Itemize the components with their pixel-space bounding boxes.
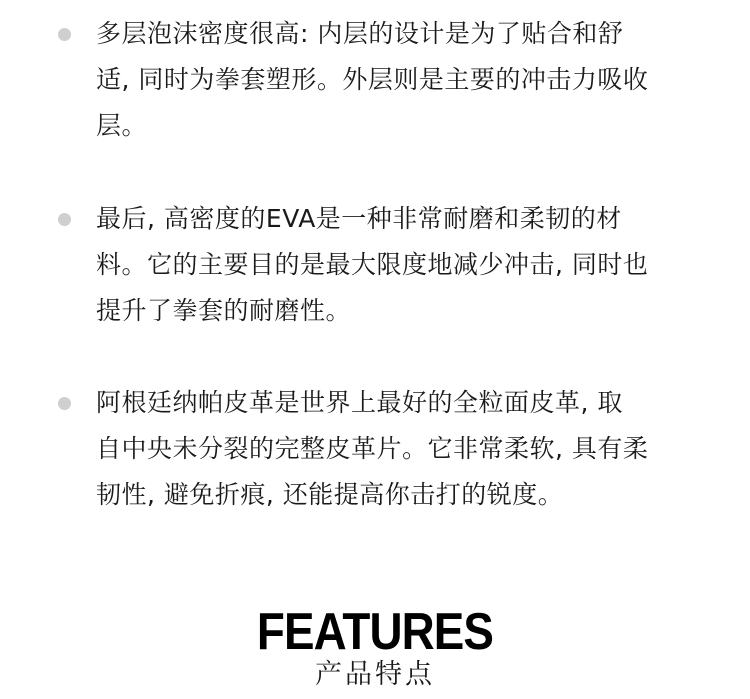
- text-line: 适, 同时为拳套塑形。外层则是主要的冲击力吸收: [96, 65, 649, 94]
- list-item-text: [96, 11, 696, 149]
- list-item-text: [96, 196, 696, 334]
- bullet-dot-icon: [58, 397, 71, 410]
- features-subheading: 产品特点: [315, 659, 435, 690]
- bullet-dot-icon: [58, 213, 71, 226]
- text-line: 层。: [96, 111, 148, 140]
- text-line: 多层泡沫密度很高: 内层的设计是为了贴合和舒: [96, 19, 624, 48]
- text-line: 韧性, 避免折痕, 还能提高你击打的锐度。: [96, 480, 564, 509]
- text-line: 自中央未分裂的完整皮革片。它非常柔软, 具有柔: [96, 434, 649, 463]
- list-item-text: [96, 380, 696, 518]
- text-line: 最后, 高密度的EVA是一种非常耐磨和柔韧的材: [96, 204, 622, 233]
- text-line: 阿根廷纳帕皮革是世界上最好的全粒面皮革, 取: [96, 388, 623, 417]
- text-line: 料。它的主要目的是最大限度地减少冲击, 同时也: [96, 250, 649, 279]
- text-line: 提升了拳套的耐磨性。: [96, 296, 352, 325]
- bullet-dot-icon: [58, 28, 71, 41]
- features-heading: FEATURES: [256, 603, 494, 661]
